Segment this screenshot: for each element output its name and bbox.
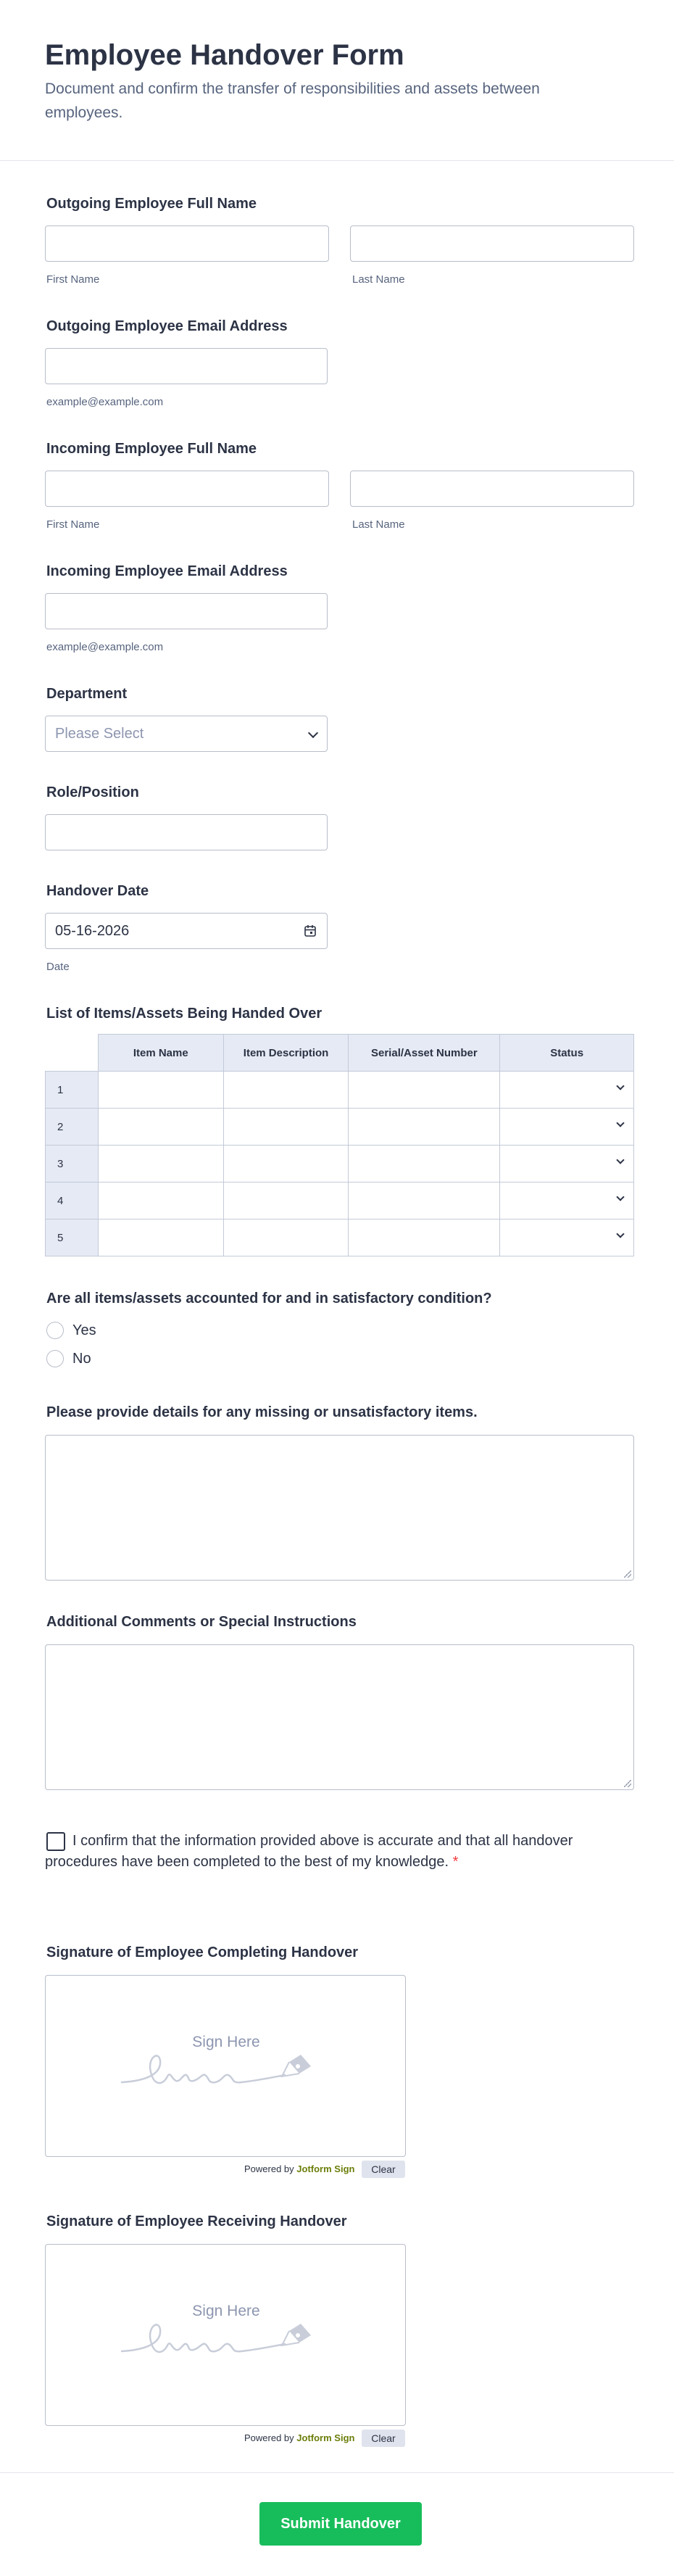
chevron-down-icon bbox=[616, 1082, 624, 1090]
table-header-row bbox=[46, 1035, 634, 1072]
incoming-name-label: Incoming Employee Full Name bbox=[46, 441, 257, 457]
column-header: Item Name bbox=[98, 1035, 223, 1072]
incoming-email-input[interactable] bbox=[45, 593, 328, 629]
table-row bbox=[46, 1183, 634, 1219]
sign-here-placeholder: Sign Here bbox=[192, 2034, 260, 2050]
incoming-email-sublabel: example@example.com bbox=[46, 641, 164, 653]
form-title: Employee Handover Form bbox=[45, 39, 404, 71]
row-number: 2 bbox=[46, 1109, 99, 1146]
chevron-down-icon bbox=[616, 1119, 624, 1127]
incoming-email-label: Incoming Employee Email Address bbox=[46, 563, 288, 579]
yes-radio-label[interactable]: Yes bbox=[72, 1322, 96, 1338]
yes-radio[interactable] bbox=[46, 1322, 64, 1339]
row-number: 5 bbox=[46, 1219, 99, 1256]
outgoing-email-input[interactable] bbox=[45, 348, 328, 384]
incoming-first-name-input[interactable] bbox=[45, 471, 329, 507]
table-row bbox=[46, 1109, 634, 1146]
status-select[interactable] bbox=[500, 1219, 634, 1256]
outgoing-email-sublabel: example@example.com bbox=[46, 396, 164, 408]
table-corner bbox=[46, 1035, 99, 1072]
outgoing-first-name-input[interactable] bbox=[45, 225, 329, 262]
items-table-label: List of Items/Assets Being Handed Over bbox=[46, 1006, 323, 1022]
sig-receiving-label: Signature of Employee Receiving Handover bbox=[46, 2213, 347, 2229]
items-table bbox=[45, 1034, 634, 1256]
signature-pen-icon bbox=[118, 2314, 336, 2372]
sig-receiving-pad[interactable] bbox=[45, 2244, 406, 2426]
submit-button[interactable]: Submit Handover bbox=[259, 2502, 422, 2546]
sig-completing-label: Signature of Employee Completing Handover bbox=[46, 1945, 359, 1960]
incoming-last-name-input[interactable] bbox=[350, 471, 634, 507]
role-input[interactable] bbox=[45, 814, 328, 850]
calendar-icon[interactable] bbox=[304, 924, 317, 937]
outgoing-name-label: Outgoing Employee Full Name bbox=[46, 196, 257, 212]
powered-by-text: Powered by Jotform Sign bbox=[244, 2432, 355, 2443]
missing-details-label: Please provide details for any missing or unsatisfactory items. bbox=[46, 1404, 478, 1420]
serial-number-cell[interactable] bbox=[349, 1109, 500, 1146]
no-radio-label[interactable]: No bbox=[72, 1351, 91, 1367]
item-description-cell[interactable] bbox=[223, 1219, 349, 1256]
incoming-first-name-sublabel: First Name bbox=[46, 518, 100, 531]
status-select[interactable] bbox=[500, 1109, 634, 1146]
missing-details-textarea[interactable] bbox=[45, 1435, 634, 1581]
row-number: 4 bbox=[46, 1183, 99, 1219]
item-name-cell[interactable] bbox=[98, 1109, 223, 1146]
sig-receiving-clear-button[interactable]: Clear bbox=[362, 2430, 405, 2447]
serial-number-cell[interactable] bbox=[349, 1146, 500, 1183]
item-description-cell[interactable] bbox=[223, 1072, 349, 1109]
item-name-cell[interactable] bbox=[98, 1183, 223, 1219]
powered-by-text: Powered by Jotform Sign bbox=[244, 2163, 355, 2174]
outgoing-first-name-sublabel: First Name bbox=[46, 273, 100, 286]
item-description-cell[interactable] bbox=[223, 1146, 349, 1183]
role-label: Role/Position bbox=[46, 784, 139, 800]
chevron-down-icon bbox=[616, 1230, 624, 1238]
status-select[interactable] bbox=[500, 1072, 634, 1109]
item-name-cell[interactable] bbox=[98, 1146, 223, 1183]
no-radio[interactable] bbox=[46, 1350, 64, 1367]
jotform-sign-brand: Jotform Sign bbox=[296, 2163, 355, 2174]
comments-label: Additional Comments or Special Instructions bbox=[46, 1614, 357, 1630]
status-select[interactable] bbox=[500, 1146, 634, 1183]
jotform-sign-brand: Jotform Sign bbox=[296, 2432, 355, 2443]
confirm-text[interactable]: I confirm that the information provided above is accurate and that all handover procedures have been completed to the best of my knowledge. * bbox=[45, 1833, 573, 1870]
row-number: 3 bbox=[46, 1146, 99, 1183]
serial-number-cell[interactable] bbox=[349, 1183, 500, 1219]
chevron-down-icon bbox=[616, 1156, 624, 1164]
sig-completing-clear-button[interactable]: Clear bbox=[362, 2161, 405, 2178]
item-description-cell[interactable] bbox=[223, 1183, 349, 1219]
incoming-last-name-sublabel: Last Name bbox=[352, 518, 405, 531]
sign-here-placeholder: Sign Here bbox=[192, 2303, 260, 2319]
column-header: Item Description bbox=[223, 1035, 349, 1072]
column-header: Status bbox=[500, 1035, 634, 1072]
row-number: 1 bbox=[46, 1072, 99, 1109]
item-name-cell[interactable] bbox=[98, 1219, 223, 1256]
status-select[interactable] bbox=[500, 1183, 634, 1219]
form-footer bbox=[0, 2472, 674, 2576]
handover-date-input[interactable] bbox=[45, 913, 328, 949]
sig-completing-pad[interactable] bbox=[45, 1975, 406, 2157]
serial-number-cell[interactable] bbox=[349, 1219, 500, 1256]
signature-pen-icon bbox=[118, 2045, 336, 2103]
required-mark: * bbox=[452, 1854, 459, 1870]
comments-textarea[interactable] bbox=[45, 1644, 634, 1790]
serial-number-cell[interactable] bbox=[349, 1072, 500, 1109]
department-select[interactable] bbox=[45, 716, 328, 752]
item-description-cell[interactable] bbox=[223, 1109, 349, 1146]
outgoing-last-name-sublabel: Last Name bbox=[352, 273, 405, 286]
table-row bbox=[46, 1219, 634, 1256]
outgoing-last-name-input[interactable] bbox=[350, 225, 634, 262]
outgoing-email-label: Outgoing Employee Email Address bbox=[46, 318, 288, 334]
department-placeholder: Please Select bbox=[55, 726, 144, 742]
column-header: Serial/Asset Number bbox=[349, 1035, 500, 1072]
chevron-down-icon bbox=[308, 728, 318, 738]
form-header bbox=[0, 0, 674, 161]
handover-date-sublabel: Date bbox=[46, 961, 70, 973]
table-row bbox=[46, 1146, 634, 1183]
chevron-down-icon bbox=[616, 1193, 624, 1201]
item-name-cell[interactable] bbox=[98, 1072, 223, 1109]
form-subtitle: Document and confirm the transfer of responsibilities and assets between employees. bbox=[45, 80, 540, 121]
accounted-label: Are all items/assets accounted for and in satisfactory condition? bbox=[46, 1291, 492, 1306]
department-label: Department bbox=[46, 686, 128, 702]
resize-handle-icon[interactable] bbox=[624, 1780, 631, 1787]
handover-date-label: Handover Date bbox=[46, 883, 149, 899]
resize-handle-icon[interactable] bbox=[624, 1570, 631, 1578]
table-row bbox=[46, 1072, 634, 1109]
handover-date-value: 05-16-2026 bbox=[55, 923, 130, 939]
